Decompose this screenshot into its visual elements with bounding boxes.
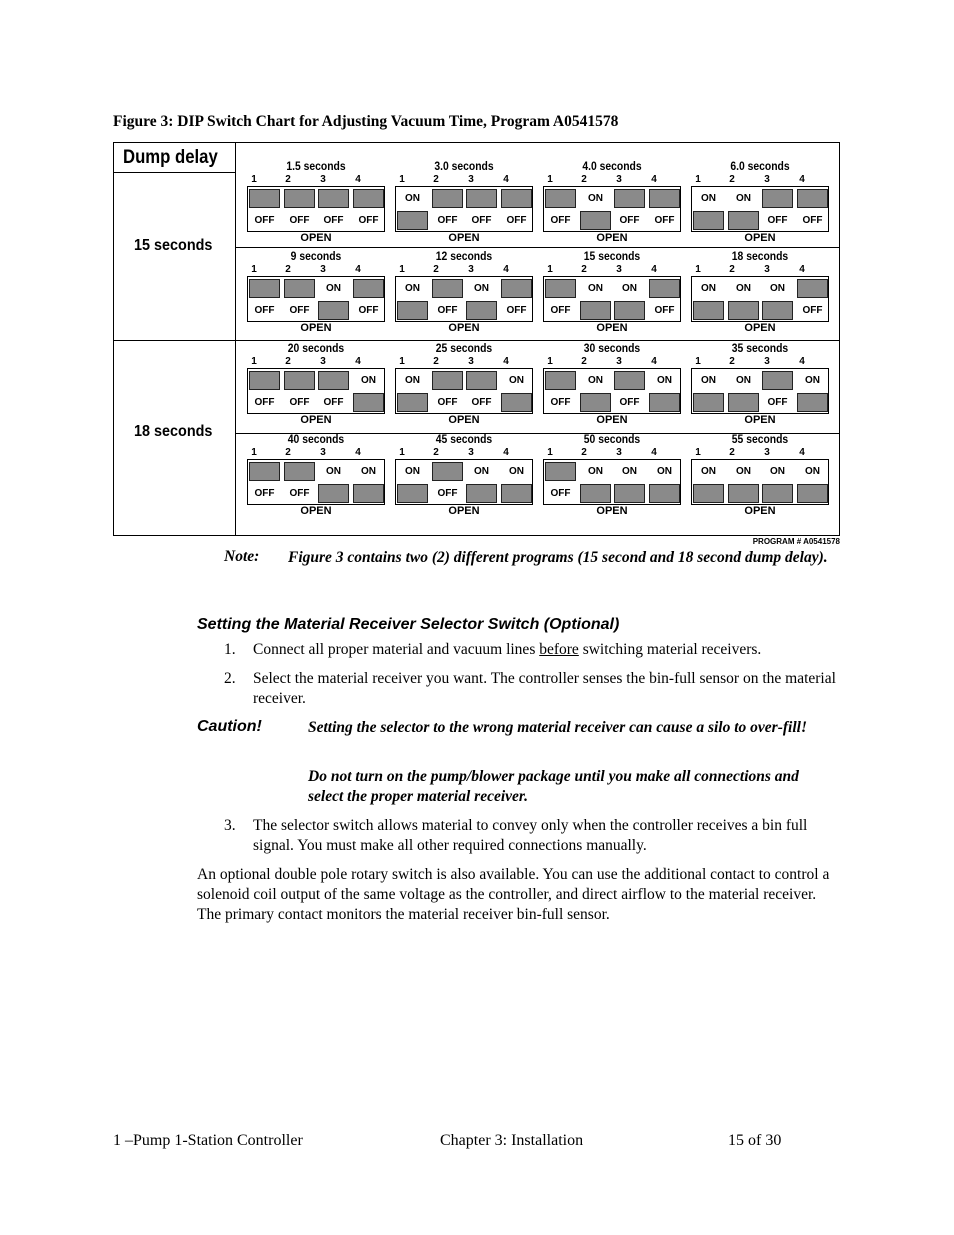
open-label: OPEN (596, 505, 628, 517)
note-label: Note: (224, 548, 260, 565)
switch-lever (797, 484, 828, 503)
switch-number: 3 (468, 356, 474, 367)
switch-state-label: ON (693, 371, 724, 390)
switch-state-label: OFF (545, 484, 576, 503)
dump-delay-label: Dump delay (123, 147, 218, 168)
switch-lever (432, 371, 463, 390)
switch-number: 3 (616, 447, 622, 458)
dip-block (395, 434, 533, 526)
open-label: OPEN (744, 505, 776, 517)
switch-lever (249, 371, 280, 390)
caution-text-2: Do not turn on the pump/blower package until you make all connections and select the proper material receiver. (308, 768, 799, 805)
switch-lever (693, 484, 724, 503)
switch-number: 2 (433, 264, 439, 275)
switch-number: 4 (355, 447, 361, 458)
switch-state-label: OFF (284, 393, 315, 412)
dip-switch-housing (247, 276, 385, 322)
switch-state-label: ON (318, 462, 349, 481)
dip-block (247, 251, 385, 343)
dip-block-title: 4.0 seconds (582, 161, 642, 173)
switch-state-label: OFF (797, 211, 828, 230)
switch-number: 4 (651, 264, 657, 275)
dip-block (691, 343, 829, 435)
switch-state-label: OFF (545, 211, 576, 230)
switch-lever (397, 393, 428, 412)
switch-state-label: OFF (501, 211, 532, 230)
switch-state-label: ON (728, 279, 759, 298)
switch-number: 2 (729, 174, 735, 185)
switch-lever (614, 371, 645, 390)
open-label: OPEN (448, 505, 480, 517)
open-label: OPEN (596, 322, 628, 334)
step-1-text-end: switching material receivers. (578, 641, 762, 658)
switch-number: 2 (285, 447, 291, 458)
switch-state-label: OFF (466, 393, 497, 412)
switch-state-label: ON (614, 462, 645, 481)
switch-state-label: ON (580, 189, 611, 208)
chart-divider (235, 143, 236, 535)
switch-state-label: OFF (353, 211, 384, 230)
open-label: OPEN (596, 232, 628, 244)
switch-state-label: OFF (284, 211, 315, 230)
switch-number: 1 (251, 356, 257, 367)
switch-lever (318, 371, 349, 390)
switch-number: 2 (433, 174, 439, 185)
switch-state-label: ON (501, 371, 532, 390)
switch-state-label: OFF (249, 211, 280, 230)
switch-number: 4 (651, 447, 657, 458)
switch-lever (545, 462, 576, 481)
switch-number: 3 (320, 264, 326, 275)
switch-number: 2 (729, 356, 735, 367)
switch-number: 3 (764, 174, 770, 185)
dip-block (543, 251, 681, 343)
switch-state-label: ON (762, 279, 793, 298)
body-paragraph: An optional double pole rotary switch is also available. You can use the additional contact to control a solenoid coil output of the same voltage as the controller, and direct airflow to the material receiver. The primary contact monitors the material receiver bin-full sensor. (197, 866, 830, 923)
switch-lever (545, 279, 576, 298)
switch-number: 1 (695, 174, 701, 185)
switch-lever (318, 301, 349, 320)
figure-title: Figure 3: DIP Switch Chart for Adjusting Vacuum Time, Program A0541578 (113, 113, 619, 130)
switch-state-label: OFF (614, 211, 645, 230)
switch-lever (249, 462, 280, 481)
switch-lever (249, 279, 280, 298)
dip-block (395, 161, 533, 253)
switch-lever (397, 211, 428, 230)
switch-number: 3 (468, 174, 474, 185)
switch-lever (284, 279, 315, 298)
switch-lever (432, 279, 463, 298)
dip-block-title: 18 seconds (731, 251, 789, 263)
switch-number: 1 (547, 447, 553, 458)
switch-state-label: ON (649, 371, 680, 390)
switch-lever (728, 484, 759, 503)
switch-state-label: OFF (649, 301, 680, 320)
switch-state-label: ON (501, 462, 532, 481)
switch-state-label: OFF (432, 484, 463, 503)
dip-block (247, 434, 385, 526)
switch-state-label: OFF (649, 211, 680, 230)
step-number: 2. (224, 670, 236, 687)
switch-lever (397, 301, 428, 320)
switch-number: 3 (764, 447, 770, 458)
switch-lever (693, 211, 724, 230)
switch-number: 4 (651, 356, 657, 367)
dip-block (395, 343, 533, 435)
dip-block (543, 343, 681, 435)
switch-number: 1 (399, 447, 405, 458)
switch-number: 4 (503, 264, 509, 275)
switch-number: 4 (799, 174, 805, 185)
program-number: PROGRAM # A0541578 (752, 537, 840, 546)
switch-lever (353, 393, 384, 412)
switch-state-label: OFF (501, 301, 532, 320)
step-1-text: Connect all proper material and vacuum lines (253, 641, 540, 658)
switch-number: 1 (251, 447, 257, 458)
dip-block-title: 12 seconds (435, 251, 493, 263)
dip-switch-housing (395, 368, 533, 414)
dip-switch-housing (543, 186, 681, 232)
switch-state-label: ON (728, 462, 759, 481)
open-label: OPEN (300, 232, 332, 244)
switch-state-label: OFF (353, 301, 384, 320)
switch-number: 1 (695, 264, 701, 275)
switch-state-label: OFF (318, 211, 349, 230)
switch-number: 1 (399, 356, 405, 367)
switch-number: 3 (320, 447, 326, 458)
switch-lever (284, 462, 315, 481)
switch-lever (501, 189, 532, 208)
switch-state-label: OFF (762, 211, 793, 230)
switch-number: 2 (729, 264, 735, 275)
open-label: OPEN (448, 232, 480, 244)
switch-number: 2 (581, 356, 587, 367)
dip-switch-housing (543, 459, 681, 505)
switch-lever (762, 189, 793, 208)
switch-number: 3 (764, 264, 770, 275)
switch-state-label: OFF (432, 393, 463, 412)
switch-number: 3 (616, 264, 622, 275)
dip-block (543, 161, 681, 253)
switch-state-label: ON (693, 462, 724, 481)
switch-state-label: OFF (249, 301, 280, 320)
switch-number: 4 (355, 356, 361, 367)
switch-state-label: ON (397, 279, 428, 298)
switch-number: 4 (503, 356, 509, 367)
switch-state-label: ON (397, 371, 428, 390)
open-label: OPEN (448, 414, 480, 426)
open-label: OPEN (744, 322, 776, 334)
dip-switch-housing (543, 276, 681, 322)
switch-number: 2 (285, 264, 291, 275)
dip-block-title: 1.5 seconds (286, 161, 346, 173)
row-label-18-seconds: 18 seconds (134, 423, 213, 440)
switch-state-label: ON (397, 462, 428, 481)
switch-lever (353, 189, 384, 208)
switch-state-label: OFF (614, 393, 645, 412)
switch-lever (318, 484, 349, 503)
chart-divider (114, 172, 235, 173)
switch-state-label: ON (318, 279, 349, 298)
switch-state-label: ON (797, 371, 828, 390)
switch-state-label: OFF (432, 301, 463, 320)
dip-block-title: 50 seconds (583, 434, 641, 446)
switch-lever (728, 211, 759, 230)
switch-number: 3 (320, 174, 326, 185)
open-label: OPEN (596, 414, 628, 426)
switch-number: 1 (547, 356, 553, 367)
caution-text-1: Setting the selector to the wrong material receiver can cause a silo to over-fill! (308, 719, 807, 736)
dip-block-title: 55 seconds (731, 434, 789, 446)
open-label: OPEN (300, 505, 332, 517)
switch-state-label: ON (797, 462, 828, 481)
switch-number: 1 (695, 447, 701, 458)
switch-state-label: OFF (318, 393, 349, 412)
switch-number: 4 (799, 447, 805, 458)
dip-block-title: 15 seconds (583, 251, 641, 263)
open-label: OPEN (300, 322, 332, 334)
switch-state-label: OFF (249, 484, 280, 503)
open-label: OPEN (744, 232, 776, 244)
switch-state-label: ON (580, 279, 611, 298)
switch-lever (762, 371, 793, 390)
switch-number: 3 (320, 356, 326, 367)
caution-label: Caution! (197, 718, 262, 735)
dip-block (691, 251, 829, 343)
dip-block-title: 35 seconds (731, 343, 789, 355)
dip-block (247, 161, 385, 253)
switch-state-label: OFF (284, 484, 315, 503)
step-number: 3. (224, 817, 236, 834)
switch-lever (728, 301, 759, 320)
switch-number: 4 (355, 264, 361, 275)
open-label: OPEN (448, 322, 480, 334)
dip-block-title: 40 seconds (287, 434, 345, 446)
switch-lever (797, 279, 828, 298)
section-heading: Setting the Material Receiver Selector Switch (Optional) (197, 616, 620, 633)
switch-number: 1 (399, 174, 405, 185)
switch-state-label: ON (580, 462, 611, 481)
dip-block (691, 434, 829, 526)
switch-state-label: OFF (762, 393, 793, 412)
dip-switch-housing (691, 276, 829, 322)
dip-block (543, 434, 681, 526)
footer-center: Chapter 3: Installation (440, 1132, 584, 1149)
switch-number: 4 (503, 447, 509, 458)
dip-block-title: 45 seconds (435, 434, 493, 446)
switch-state-label: ON (580, 371, 611, 390)
switch-lever (580, 301, 611, 320)
dip-switch-housing (395, 459, 533, 505)
open-label: OPEN (300, 414, 332, 426)
switch-lever (545, 189, 576, 208)
switch-state-label: ON (397, 189, 428, 208)
switch-lever (466, 301, 497, 320)
switch-lever (466, 371, 497, 390)
switch-number: 4 (651, 174, 657, 185)
switch-lever (284, 371, 315, 390)
switch-state-label: ON (466, 462, 497, 481)
footer-left: 1 –Pump 1-Station Controller (113, 1132, 303, 1149)
dip-block (395, 251, 533, 343)
switch-lever (693, 393, 724, 412)
switch-state-label: ON (466, 279, 497, 298)
step-number: 1. (224, 641, 236, 658)
switch-number: 2 (433, 356, 439, 367)
switch-lever (614, 301, 645, 320)
dip-switch-housing (247, 368, 385, 414)
switch-lever (580, 484, 611, 503)
switch-lever (614, 189, 645, 208)
switch-number: 3 (468, 264, 474, 275)
switch-lever (728, 393, 759, 412)
switch-number: 1 (547, 174, 553, 185)
switch-lever (649, 279, 680, 298)
switch-number: 4 (355, 174, 361, 185)
dip-block-title: 3.0 seconds (434, 161, 494, 173)
dip-block-title: 25 seconds (435, 343, 493, 355)
switch-number: 3 (616, 356, 622, 367)
switch-state-label: OFF (432, 211, 463, 230)
switch-state-label: OFF (249, 393, 280, 412)
switch-number: 2 (581, 447, 587, 458)
switch-lever (797, 393, 828, 412)
switch-lever (466, 189, 497, 208)
switch-lever (432, 189, 463, 208)
switch-lever (693, 301, 724, 320)
switch-number: 1 (399, 264, 405, 275)
switch-lever (614, 484, 645, 503)
switch-number: 3 (616, 174, 622, 185)
switch-number: 3 (468, 447, 474, 458)
dip-block-title: 30 seconds (583, 343, 641, 355)
switch-state-label: ON (693, 279, 724, 298)
step-1-underline: before (539, 641, 579, 658)
dip-switch-housing (691, 459, 829, 505)
switch-state-label: ON (762, 462, 793, 481)
switch-lever (353, 484, 384, 503)
switch-state-label: ON (353, 371, 384, 390)
switch-lever (432, 462, 463, 481)
switch-lever (762, 484, 793, 503)
switch-number: 1 (547, 264, 553, 275)
step-1 (253, 640, 843, 660)
switch-state-label: ON (649, 462, 680, 481)
switch-lever (397, 484, 428, 503)
dip-switch-housing (543, 368, 681, 414)
dip-switch-housing (395, 276, 533, 322)
switch-lever (580, 211, 611, 230)
row-label-15-seconds: 15 seconds (134, 237, 213, 254)
switch-lever (649, 484, 680, 503)
switch-lever (649, 189, 680, 208)
note-text: Figure 3 contains two (2) different programs (15 second and 18 second dump delay). (288, 549, 828, 566)
switch-state-label: ON (693, 189, 724, 208)
switch-number: 2 (433, 447, 439, 458)
footer-right: 15 of 30 (728, 1132, 782, 1149)
open-label: OPEN (744, 414, 776, 426)
switch-number: 4 (799, 356, 805, 367)
switch-lever (501, 393, 532, 412)
switch-lever (353, 279, 384, 298)
dip-switch-chart (113, 142, 840, 536)
dip-switch-housing (691, 186, 829, 232)
switch-number: 2 (729, 447, 735, 458)
switch-lever (501, 484, 532, 503)
dip-block (247, 343, 385, 435)
switch-state-label: OFF (545, 393, 576, 412)
dip-switch-housing (395, 186, 533, 232)
step-2: Select the material receiver you want. The controller senses the bin-full sensor on the material receiver. (253, 670, 836, 707)
switch-number: 3 (764, 356, 770, 367)
switch-number: 1 (251, 264, 257, 275)
dip-block-title: 6.0 seconds (730, 161, 790, 173)
switch-state-label: ON (614, 279, 645, 298)
switch-number: 2 (581, 264, 587, 275)
dip-block-title: 20 seconds (287, 343, 345, 355)
switch-number: 1 (251, 174, 257, 185)
switch-lever (649, 393, 680, 412)
switch-number: 4 (799, 264, 805, 275)
switch-lever (466, 484, 497, 503)
switch-lever (545, 371, 576, 390)
switch-lever (797, 189, 828, 208)
switch-number: 2 (581, 174, 587, 185)
switch-state-label: OFF (797, 301, 828, 320)
dip-block (691, 161, 829, 253)
switch-lever (762, 301, 793, 320)
switch-number: 1 (695, 356, 701, 367)
switch-lever (249, 189, 280, 208)
switch-state-label: ON (353, 462, 384, 481)
switch-state-label: OFF (466, 211, 497, 230)
switch-state-label: ON (728, 189, 759, 208)
step-3: The selector switch allows material to convey only when the controller receives a bin full signal. You must make all other required connections manually. (253, 817, 808, 854)
dip-block-title: 9 seconds (290, 251, 342, 263)
switch-number: 2 (285, 174, 291, 185)
switch-state-label: OFF (545, 301, 576, 320)
switch-number: 4 (503, 174, 509, 185)
switch-lever (501, 279, 532, 298)
switch-lever (284, 189, 315, 208)
switch-lever (580, 393, 611, 412)
dip-switch-housing (691, 368, 829, 414)
switch-state-label: ON (728, 371, 759, 390)
switch-number: 2 (285, 356, 291, 367)
switch-state-label: OFF (284, 301, 315, 320)
switch-lever (318, 189, 349, 208)
dip-switch-housing (247, 186, 385, 232)
dip-switch-housing (247, 459, 385, 505)
